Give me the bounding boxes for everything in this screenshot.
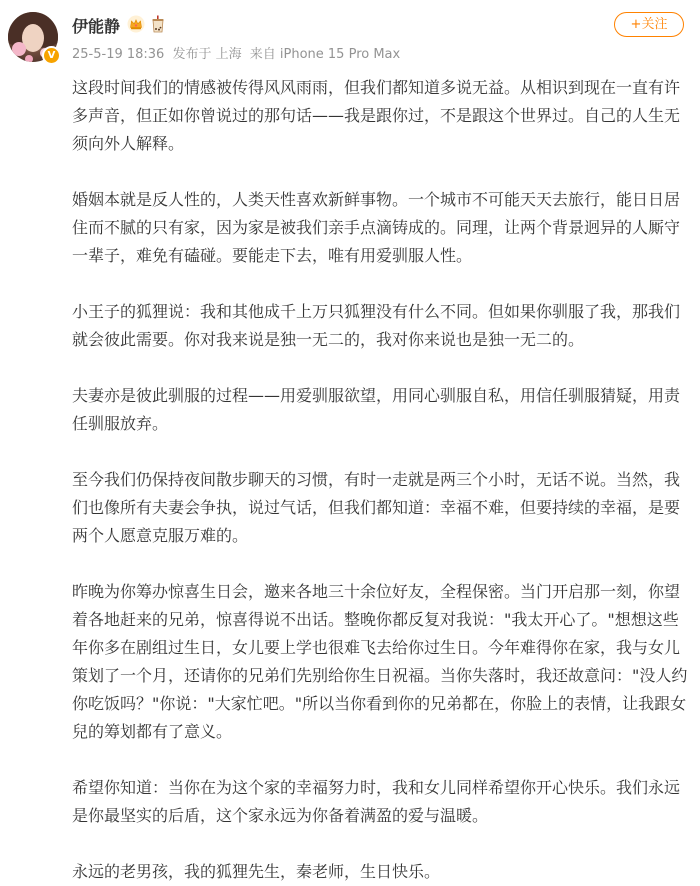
post-paragraph: 昨晚为你筹办惊喜生日会，邀来各地三十余位好友，全程保密。当门开启那一刻，你望着各地赶来的兄弟，惊喜得说不出话。整晚你都反复对我说："我太开心了。"想想这些年你多在剧组过生日，女儿要上学也很难飞去给你过生日。今年难得你在家，我与女儿策划了一个月，还请你的兄弟们先别给你生日祝福。当你失落时，我还故意问："没人约你吃饭吗？"你说："大家忙吧。"所以当你看到你的兄弟都在，你脸上的表情，让我跟女兒的筹划都有了意义。 <box>72 582 688 741</box>
post-device: 来自 iPhone 15 Pro Max <box>249 47 401 62</box>
post-paragraph: 夫妻亦是彼此驯服的过程——用爱驯服欲望，用同心驯服自私，用信任驯服猜疑，用责任驯服放弃。 <box>72 386 681 433</box>
avatar-flowers <box>12 42 26 56</box>
post-content <box>72 74 692 886</box>
follow-button[interactable]: +关注 <box>614 12 684 37</box>
post-paragraph: 希望你知道：当你在为这个家的幸福努力时，我和女儿同样希望你开心快乐。我们永远是你最坚实的后盾，这个家永远为你备着满盈的爱与温暖。 <box>72 778 681 825</box>
post-paragraph: 至今我们仍保持夜间散步聊天的习惯，有时一走就是两三个小时，无话不说。当然，我们也像所有夫妻会争执，说过气话，但我们都知道：幸福不难，但要持续的幸福，是要两个人愿意克服万难的。 <box>72 470 681 545</box>
post-meta <box>72 43 404 62</box>
post-paragraph: 婚姻本就是反人性的，人类天性喜欢新鲜事物。一个城市不可能天天去旅行，能日日居住而不腻的只有家，因为家是被我们亲手点滴铸成的。同理，让两个背景迥异的人厮守一辈子，难免有磕碰。要能走下去，唯有用爱驯服人性。 <box>72 190 681 265</box>
post-paragraph: 这段时间我们的情感被传得风风雨雨，但我们都知道多说无益。从相识到现在一直有许多声音，但正如你曾说过的那句话——我是跟你过，不是跟这个世界过。自己的人生无须向外人解释。 <box>72 78 681 153</box>
post-paragraph: 永远的老男孩，我的狐狸先生，秦老师，生日快乐。 <box>72 862 441 881</box>
post-location: 发布于 上海 <box>172 47 242 62</box>
post-time[interactable]: 25-5-19 18:36 <box>72 47 165 62</box>
post-paragraph: 小王子的狐狸说：我和其他成千上万只狐狸没有什么不同。但如果你驯服了我，那我们就会彼此需要。你对我来说是独一无二的，我对你来说也是独一无二的。 <box>72 302 681 349</box>
username[interactable]: 伊能静 <box>72 17 121 36</box>
crown-icon <box>127 15 145 33</box>
milk-tea-icon <box>150 15 166 33</box>
verified-v-icon: V <box>42 46 61 65</box>
